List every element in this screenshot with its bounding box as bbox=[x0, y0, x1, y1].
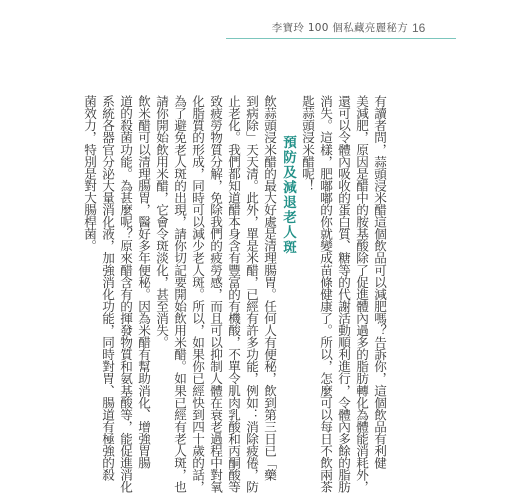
section-heading: 預防及減退老人斑 bbox=[280, 135, 296, 255]
body-text-line: 道的殺菌功能。為甚麼呢？原來醋含有的揮發物質和氨基酸等，能促進消化 bbox=[118, 95, 133, 493]
body-text-line: 飲米醋可以清理腸胃，醫好多年便秘。因為米醋有幫助消化、增強胃腸 bbox=[136, 95, 151, 469]
body-text-line: 化脂質的形成，同時可以減少老人斑。所以，如果你已經快到四十歲的話， bbox=[190, 95, 205, 493]
intro-text-line: 有讀者問，蒜頭浸米醋這個飲品可以減肥嗎？告訴你，這個飲品有利健 bbox=[372, 95, 387, 469]
intro-text-line: 美減肥，原因是醋中的胺基酸除了促進體內過多的脂肪轉化為體能消耗外， bbox=[354, 95, 369, 493]
intro-text-line: 還可以令體內吸收的蛋白質、糖等的代謝活動順利進行，令體內多餘的脂肪 bbox=[336, 95, 351, 493]
body-text-line: 為了避免老人斑的出現，請你切記要開始飲用米醋。如果已經有老人斑，也 bbox=[172, 95, 187, 493]
body-text-line: 菌效力，特別是對大腸桿菌。 bbox=[82, 95, 97, 252]
body-text-line: 請你開始飲用米醋，它會令斑淡化，甚至消失。 bbox=[154, 95, 169, 349]
intro-text-line: 匙蒜頭浸米醋呢！ bbox=[300, 95, 315, 192]
body-text-line: 致疲勞物質分解，免除我們的疲勞感，而且可以抑制人體在衰老過程中對氧 bbox=[208, 95, 223, 493]
running-header-title: 李寶玲 100 個私藏亮麗秘方 bbox=[271, 22, 408, 34]
header-divider bbox=[226, 38, 456, 39]
body-text-line: 止老化。我們都知道醋本身含有豐富的有機酸，不單令肌肉乳酸和丙酮酸等 bbox=[226, 95, 241, 493]
body-text-line: 到病除」天天清。此外，單是米醋，已經有許多功能，例如：消除疲倦，防 bbox=[244, 95, 259, 493]
body-text-line: 飲蒜頭浸米醋的最大好處是清理腸胃。任何人有便秘，飲到第三日已「藥 bbox=[262, 95, 277, 481]
page-number: 16 bbox=[412, 21, 426, 35]
intro-text-line: 消失。這樣，肥嘟嘟的你就變成苗條健康了。所以，怎麼可以每日不飲兩茶 bbox=[318, 95, 333, 493]
body-text-line: 系統各器官分泌大量消化液，加強消化功能，同時對胃、腸道有極強的殺 bbox=[100, 95, 115, 481]
